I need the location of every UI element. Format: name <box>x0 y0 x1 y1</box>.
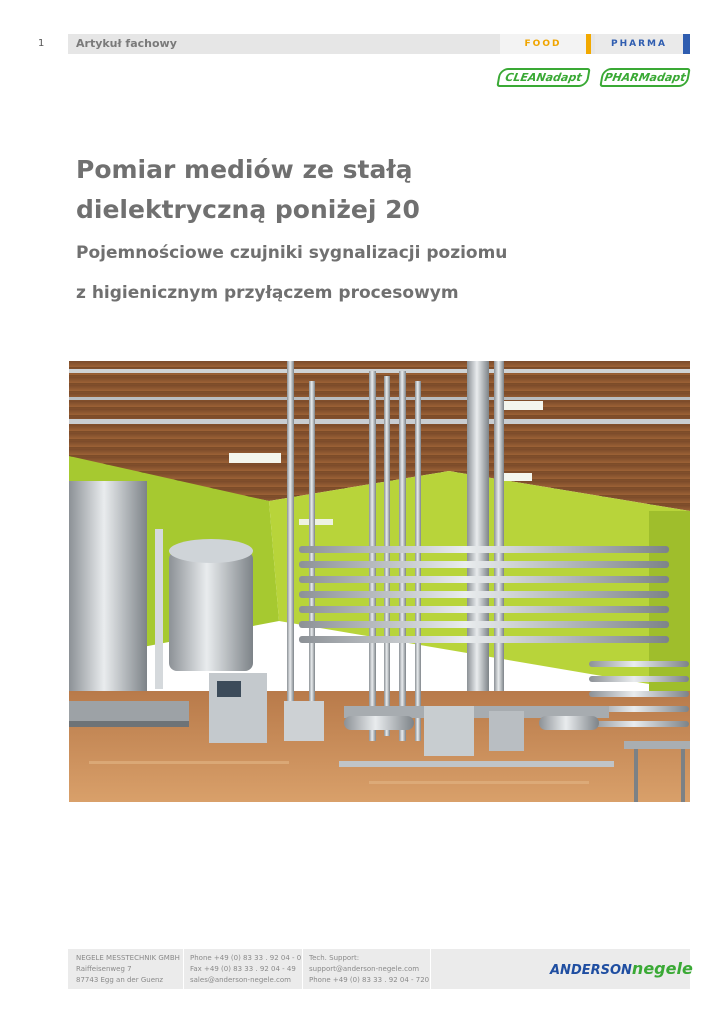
anderson-negele-logo <box>550 959 693 978</box>
footer-company-street: Raiffeisenweg 7 <box>76 965 132 973</box>
footer-company-name: NEGELE MESSTECHNIK GMBH <box>76 954 180 962</box>
brand-negele: negele <box>631 959 693 978</box>
cleanadapt-logo-text: CLEANadapt <box>504 71 583 84</box>
page-subtitle <box>76 233 676 313</box>
cleanadapt-logo <box>496 68 590 87</box>
footer-divider <box>183 949 184 989</box>
tab-pharma[interactable]: PHARMA <box>595 34 683 54</box>
footer-support <box>309 953 429 986</box>
document-type-label: Artykuł fachowy <box>76 37 177 50</box>
title-line-2: dielektryczną poniżej 20 <box>76 195 420 224</box>
header-bar <box>68 34 690 54</box>
footer-divider <box>302 949 303 989</box>
footer-fax: Fax +49 (0) 83 33 . 92 04 - 49 <box>190 965 296 973</box>
title-line-1: Pomiar mediów ze stałą <box>76 155 413 184</box>
footer-support-phone: Phone +49 (0) 83 33 . 92 04 - 720 <box>309 976 430 984</box>
food-accent-bar <box>586 34 591 54</box>
subtitle-line-2: z higienicznym przyłączem procesowym <box>76 283 459 303</box>
page-number: 1 <box>38 38 45 49</box>
footer-contact <box>190 953 301 986</box>
footer-company <box>76 953 180 986</box>
tab-food[interactable]: FOOD <box>500 34 586 54</box>
page-title <box>76 150 676 230</box>
pharmadapt-logo-text: PHARMadapt <box>603 71 687 84</box>
pharma-accent-bar <box>683 34 690 54</box>
pharmadapt-logo <box>599 68 690 87</box>
brand-anderson: ANDERSON <box>550 963 632 978</box>
footer-support-email[interactable]: support@anderson-negele.com <box>309 965 420 973</box>
subtitle-line-1: Pojemnościowe czujniki sygnalizacji poziomu <box>76 243 508 263</box>
footer-support-label: Tech. Support: <box>309 954 360 962</box>
footer-sales-email[interactable]: sales@anderson-negele.com <box>190 976 292 984</box>
footer-phone: Phone +49 (0) 83 33 . 92 04 - 0 <box>190 954 302 962</box>
footer-divider <box>430 949 431 989</box>
page-footer <box>68 949 693 989</box>
process-plant-photo <box>69 361 690 802</box>
footer-company-city: 87743 Egg an der Guenz <box>76 976 164 984</box>
